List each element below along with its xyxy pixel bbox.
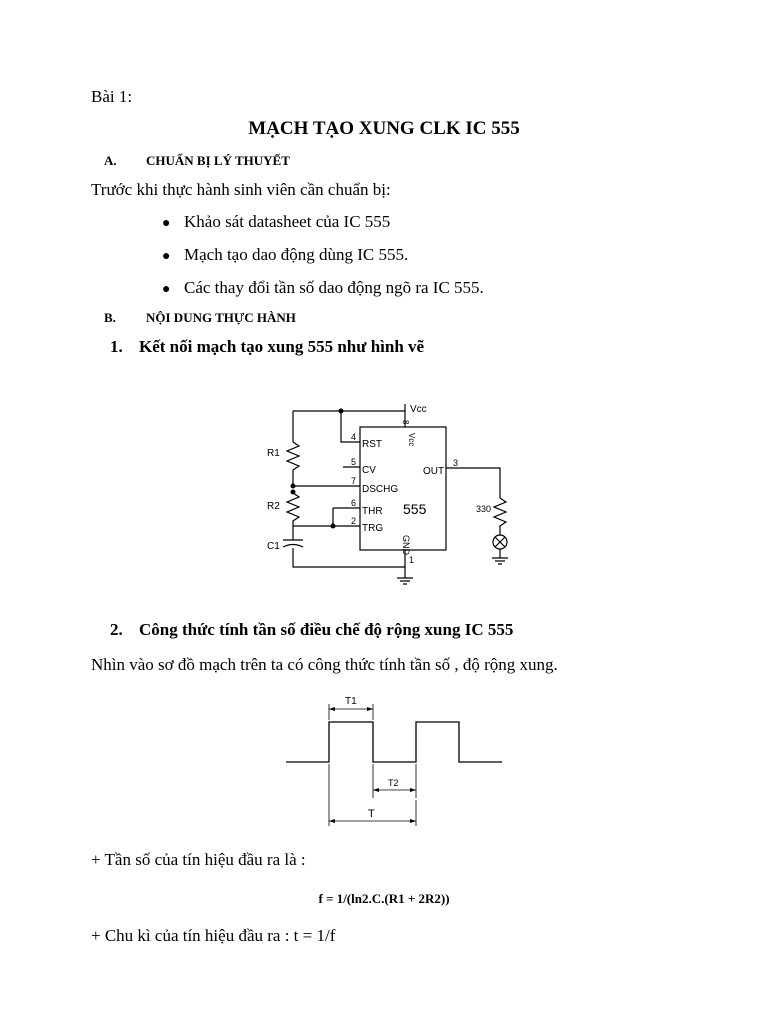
resistor-load [494, 498, 506, 535]
load-resistor-label: 330 [476, 504, 492, 514]
gnd-label: GND [401, 535, 411, 555]
bullet-text: Các thay đổi tần số dao động ngõ ra IC 555. [184, 278, 484, 297]
pin-number: 4 [351, 432, 357, 442]
bullet-item [162, 212, 390, 232]
t1-label: T1 [345, 696, 357, 707]
step-2-text: Công thức tính tần số điều chế độ rộng xung IC 555 [139, 620, 514, 639]
step-1-heading [110, 337, 424, 357]
pulse-waveform [286, 722, 502, 762]
out-label: OUT [423, 466, 445, 477]
section-a-heading [104, 153, 290, 169]
section-a-title: CHUẨN BỊ LÝ THUYẾT [146, 153, 290, 168]
step-2-number: 2. [110, 620, 123, 639]
capacitor-c1 [283, 540, 303, 547]
step-2-heading [110, 620, 513, 640]
bullet-item [162, 245, 408, 265]
gnd-pin-number: 1 [409, 555, 415, 565]
vcc-pin-label: Vcc [407, 433, 416, 447]
bullet-dot: ● [162, 249, 171, 264]
bullet-dot: ● [162, 216, 171, 231]
r2-label: R2 [267, 501, 280, 512]
pin-number: 5 [351, 457, 357, 467]
intro-text: Trước khi thực hành sinh viên cần chuẩn bị: [91, 180, 391, 199]
bullet-item [162, 278, 484, 298]
r1-label: R1 [267, 448, 280, 459]
pin-number: 6 [351, 498, 357, 508]
t2-label: T2 [388, 778, 399, 788]
waveform-diagram [280, 690, 510, 830]
lesson-label: Bài 1: [91, 87, 133, 106]
pin-name: THR [362, 506, 383, 517]
vcc-label: Vcc [410, 404, 427, 415]
observe-text: Nhìn vào sơ đồ mạch trên ta có công thức tính tần số , độ rộng xung. [91, 655, 558, 674]
section-a-letter: A. [104, 153, 117, 168]
pin-name: DSCHG [362, 484, 399, 495]
bullet-text: Mạch tạo dao động dùng IC 555. [184, 245, 409, 264]
ic-name: 555 [403, 501, 427, 517]
circuit-diagram [250, 390, 540, 590]
section-b-heading [104, 310, 296, 326]
pin-number: 2 [351, 516, 357, 526]
resistor-r2 [287, 493, 299, 540]
out-pin-number: 3 [453, 458, 459, 468]
resistor-r1 [287, 442, 299, 487]
c1-label: C1 [267, 541, 280, 552]
vcc-pin-number: 8 [401, 420, 410, 425]
pin-name: RST [362, 439, 382, 450]
step-1-text: Kết nối mạch tạo xung 555 như hình vẽ [139, 337, 425, 356]
period-line: + Chu kì của tín hiệu đầu ra : t = 1/f [91, 926, 336, 945]
frequency-formula: f = 1/(ln2.C.(R1 + 2R2)) [318, 891, 450, 906]
section-b-title: NỘI DUNG THỰC HÀNH [146, 310, 296, 325]
pin-number: 7 [351, 476, 357, 486]
t-label: T [368, 808, 375, 820]
bullet-text: Khảo sát datasheet của IC 555 [184, 212, 391, 231]
page-title: MẠCH TẠO XUNG CLK IC 555 [248, 118, 520, 139]
frequency-line: + Tần số của tín hiệu đầu ra là : [91, 850, 306, 869]
section-b-letter: B. [104, 310, 116, 325]
pin-name: CV [362, 465, 376, 476]
step-1-number: 1. [110, 337, 123, 356]
bullet-dot: ● [162, 282, 171, 297]
pin-name: TRG [362, 523, 384, 534]
